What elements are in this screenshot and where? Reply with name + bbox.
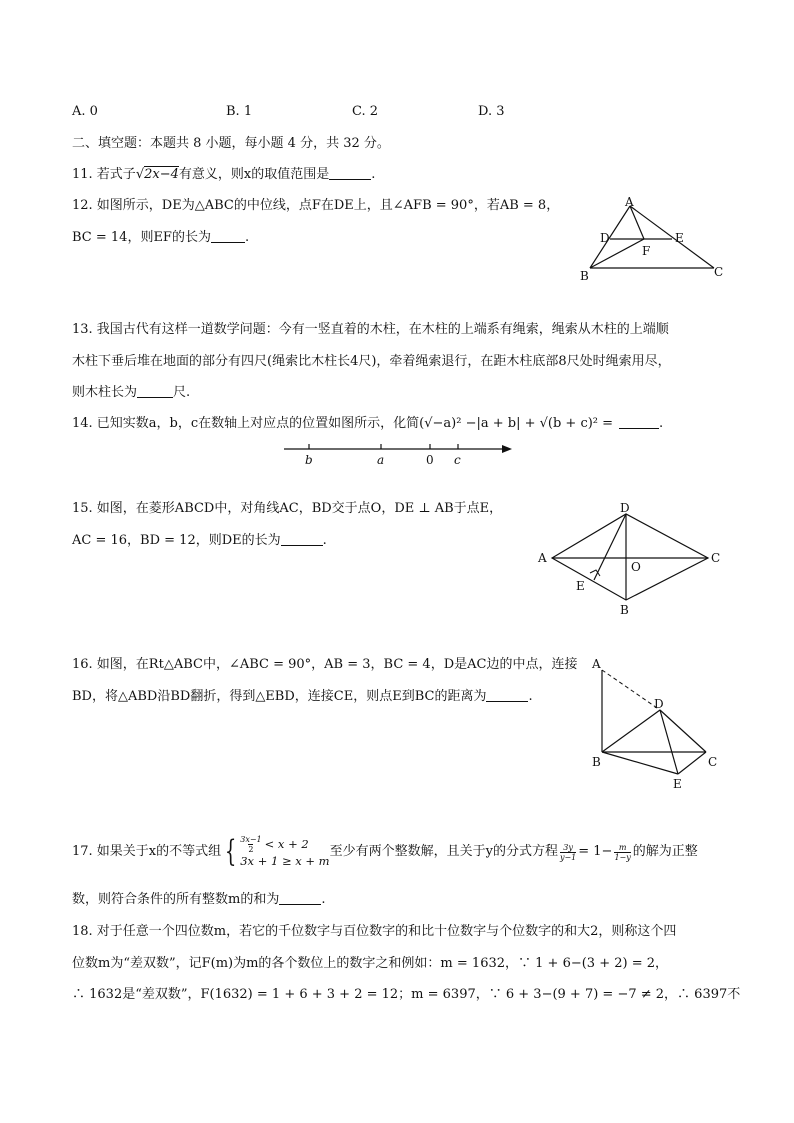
q17-frac2-numerator: m <box>618 842 627 852</box>
q16-line2 <box>72 687 533 707</box>
q15-label-B: B <box>620 603 629 617</box>
q18-line2: 位数m为“差双数”，记F(m)为m的各个数位上的数字之和例如：m = 1632，∵ 1 + 6−(3 + 2) = 2， <box>72 956 669 971</box>
question-14 <box>72 414 663 434</box>
question-17-line1 <box>72 832 698 872</box>
q17-pre: 17. 如果关于x的不等式组 <box>72 844 222 859</box>
q11-end: . <box>371 167 376 182</box>
q18-line1: 18. 对于任意一个四位数m，若它的千位数字与百位数字的和比十位数字与个位数字的和大2，则称这个四 <box>72 924 677 939</box>
q11-answer-blank <box>329 165 371 180</box>
question-11 <box>72 165 375 185</box>
q16-label-E: E <box>673 777 682 791</box>
q18-line3: ∴ 1632是“差双数”，F(1632) = 1 + 6 + 3 + 2 = 12；m = 6397，∵ 6 + 3−(9 + 7) = −7 ≠ 2，∴ 6397不 <box>72 987 741 1002</box>
q15-line2-text: AC = 16，BD = 12，则DE的长为 <box>72 533 281 548</box>
q17-ineq1-numerator: 3x−1 <box>240 835 262 844</box>
q13-end: 尺. <box>173 385 191 400</box>
q15-label-D: D <box>620 501 630 515</box>
q17-ineq1-denominator: 2 <box>248 845 254 854</box>
q16-end: . <box>528 689 533 704</box>
q14-answer-blank <box>619 414 659 429</box>
q15-end: . <box>322 533 327 548</box>
q15-line2 <box>72 531 327 551</box>
q14-text: 14. 已知实数a，b，c在数轴上对应点的位置如图所示，化简(√−a)² −|a + b| + √(b + c)² = <box>72 416 614 431</box>
sqrt-sign: √ <box>135 167 145 182</box>
q12-answer-blank <box>211 228 245 243</box>
q17-frac2-denominator: 1−y <box>614 852 631 862</box>
q17-line2 <box>72 890 325 910</box>
q12-label-E: E <box>675 231 684 245</box>
axis-label-c: c <box>454 453 461 467</box>
q15-line1: 15. 如图，在菱形ABCD中，对角线AC，BD交于点O，DE ⊥ AB于点E， <box>72 501 503 516</box>
q17-line2-text: 数，则符合条件的所有整数m的和为 <box>72 892 280 907</box>
q16-label-A: A <box>592 657 601 671</box>
axis-label-zero: 0 <box>426 453 434 467</box>
q16-answer-blank <box>486 687 528 702</box>
q17-end: . <box>321 892 326 907</box>
q15-label-C: C <box>711 551 721 565</box>
q16-line2-text: BD，将△ABD沿BD翻折，得到△EBD，连接CE，则点E到BC的距离为 <box>72 689 487 704</box>
q13-line2: 木柱下垂后堆在地面的部分有四尺(绳索比木柱长4尺)，牵着绳索退行，在距木柱底部8尺处时绳索用尽， <box>72 354 671 369</box>
q12-end: . <box>244 230 250 245</box>
q11-pre: 11. 若式子 <box>72 167 136 182</box>
q11-radicand: 2x−4 <box>144 167 179 182</box>
q12-label-C: C <box>714 265 724 279</box>
choice-b: B. 1 <box>226 104 253 119</box>
q12-label-D: D <box>600 231 610 245</box>
q17-ineq2: 3x + 1 ≥ x + m <box>240 854 330 868</box>
q17-frac1-numerator: 3y <box>563 842 573 852</box>
q17-post: 的解为正整 <box>632 844 698 859</box>
brace-icon: { <box>224 834 237 869</box>
q13-line3-text: 则木柱长为 <box>72 385 138 400</box>
q15-label-O: O <box>631 560 641 574</box>
q17-eq-mid: = 1− <box>578 844 613 859</box>
q17-frac1-denominator: y−1 <box>559 852 577 862</box>
q16-line1: 16. 如图，在Rt△ABC中，∠ABC = 90°，AB = 3，BC = 4，D是AC边的中点，连接 <box>72 657 578 672</box>
q17-mid: 至少有两个整数解，且关于y的分式方程 <box>329 844 558 859</box>
choice-c: C. 2 <box>352 104 379 119</box>
q14-end: . <box>659 416 664 431</box>
q12-triangle-figure <box>574 194 734 286</box>
q15-rhombus-figure <box>534 500 728 618</box>
axis-label-b: b <box>305 453 313 467</box>
q12-line2 <box>72 228 249 248</box>
q16-label-D: D <box>654 697 664 711</box>
q17-system <box>240 835 329 869</box>
q17-answer-blank <box>279 890 321 905</box>
q12-label-F: F <box>642 244 651 258</box>
q12-label-B: B <box>580 269 589 283</box>
q15-label-E: E <box>576 579 585 593</box>
q17-ineq1-rest: < x + 2 <box>264 837 309 851</box>
choice-d: D. 3 <box>478 104 505 119</box>
q14-number-line <box>280 438 516 468</box>
q15-answer-blank <box>281 531 323 546</box>
q13-answer-blank <box>137 383 173 398</box>
q12-label-A: A <box>625 195 634 209</box>
q16-label-B: B <box>592 755 601 769</box>
q13-line3 <box>72 383 190 403</box>
q15-label-A: A <box>538 551 547 565</box>
q11-post: 有意义，则x的取值范围是 <box>178 167 330 182</box>
q16-label-C: C <box>708 755 718 769</box>
q13-line1: 13. 我国古代有这样一道数学问题：今有一竖直着的木柱，在木柱的上端系有绳索，绳索从木柱的上端顺 <box>72 322 669 337</box>
q16-fold-figure <box>588 654 728 794</box>
axis-label-a: a <box>377 453 385 467</box>
section-heading: 二、填空题：本题共 8 小题，每小题 4 分，共 32 分。 <box>72 136 390 151</box>
q12-line1: 12. 如图所示，DE为△ABC的中位线，点F在DE上，且∠AFB = 90°，若AB = 8， <box>72 198 560 213</box>
choice-a: A. 0 <box>72 104 98 119</box>
q12-line2-text: BC = 14，则EF的长为 <box>72 230 211 245</box>
